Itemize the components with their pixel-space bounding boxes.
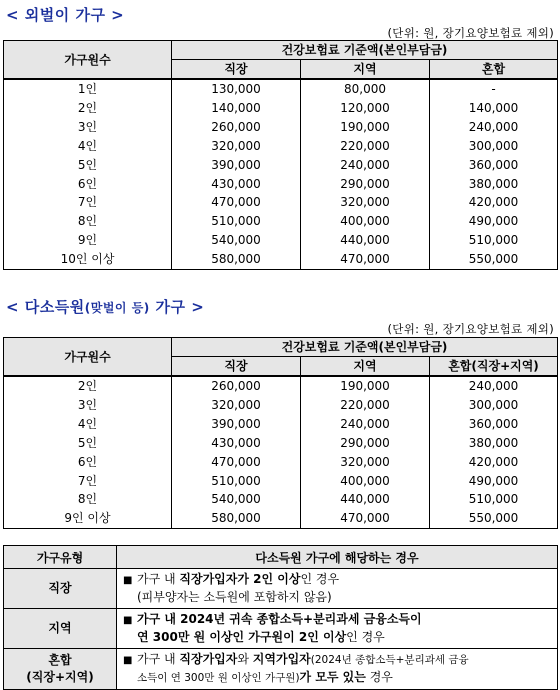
cell-mixed: 420,000 <box>430 193 558 212</box>
cell-household: 5인 <box>4 434 172 453</box>
header-mixed: 혼합 <box>430 60 558 80</box>
cell-mixed: 380,000 <box>430 434 558 453</box>
cell-mixed: 360,000 <box>430 156 558 175</box>
text-segment-bold: 연 300만 원 이상인 가구원이 2인 이상 <box>137 630 347 644</box>
bullet-icon: ■ <box>123 575 133 586</box>
text-segment: 인 경우 <box>300 572 340 586</box>
criteria-desc-regional <box>117 609 558 649</box>
cell-mixed: 360,000 <box>430 415 558 434</box>
cell-mixed: 380,000 <box>430 175 558 194</box>
cell-mixed: 490,000 <box>430 472 558 491</box>
cell-workplace: 580,000 <box>172 509 301 528</box>
cell-mixed: 550,000 <box>430 509 558 528</box>
cell-workplace: 260,000 <box>172 376 301 396</box>
cell-regional: 400,000 <box>301 212 430 231</box>
table-row <box>4 231 558 250</box>
cell-household: 4인 <box>4 137 172 156</box>
cell-workplace: 470,000 <box>172 453 301 472</box>
cell-mixed: 240,000 <box>430 118 558 137</box>
text-segment: 가구 내 <box>137 572 180 586</box>
cell-regional: 240,000 <box>301 415 430 434</box>
single-income-table-body <box>4 79 558 270</box>
table-row <box>4 193 558 212</box>
cell-mixed: 300,000 <box>430 396 558 415</box>
cell-household: 3인 <box>4 396 172 415</box>
cell-mixed: 550,000 <box>430 250 558 269</box>
cell-regional: 220,000 <box>301 137 430 156</box>
cell-workplace: 510,000 <box>172 212 301 231</box>
text-segment: 와 <box>237 652 253 666</box>
single-income-table <box>3 40 558 270</box>
cell-regional: 290,000 <box>301 175 430 194</box>
cell-household: 6인 <box>4 453 172 472</box>
cell-workplace: 130,000 <box>172 79 301 99</box>
cell-mixed: 240,000 <box>430 376 558 396</box>
cell-mixed: - <box>430 79 558 99</box>
header-household: 가구원수 <box>4 338 172 377</box>
cell-household: 4인 <box>4 415 172 434</box>
cell-household: 8인 <box>4 212 172 231</box>
section2-unit-note: (단위: 원, 장기요양보험료 제외) <box>387 322 554 336</box>
text-segment: 경우 <box>365 670 393 684</box>
cell-regional: 470,000 <box>301 250 430 269</box>
cell-household: 2인 <box>4 99 172 118</box>
section2-title-small: (맞벌이 등) <box>84 301 150 315</box>
cell-mixed: 490,000 <box>430 212 558 231</box>
cell-regional: 190,000 <box>301 118 430 137</box>
cell-mixed: 420,000 <box>430 453 558 472</box>
table-row <box>4 509 558 528</box>
text-segment-bold: 가 모두 있는 <box>299 670 366 684</box>
criteria-header-type: 가구유형 <box>4 546 117 569</box>
text-segment-small: 소득이 연 300만 원 이상인 가구원) <box>137 672 300 684</box>
cell-workplace: 320,000 <box>172 137 301 156</box>
cell-workplace: 580,000 <box>172 250 301 269</box>
cell-regional: 80,000 <box>301 79 430 99</box>
table-row <box>4 175 558 194</box>
cell-mixed: 510,000 <box>430 231 558 250</box>
cell-workplace: 540,000 <box>172 231 301 250</box>
cell-workplace: 390,000 <box>172 415 301 434</box>
cell-workplace: 430,000 <box>172 175 301 194</box>
multi-income-table <box>3 337 558 529</box>
cell-regional: 440,000 <box>301 231 430 250</box>
table-row <box>4 79 558 99</box>
bullet-icon: ■ <box>123 655 133 666</box>
header-mixed: 혼합(직장+지역) <box>430 357 558 377</box>
table-row <box>4 212 558 231</box>
cell-regional: 190,000 <box>301 376 430 396</box>
section2-title-main: < 다소득원 <box>6 298 85 316</box>
cell-mixed: 140,000 <box>430 99 558 118</box>
table-row <box>4 137 558 156</box>
section1-unit-note: (단위: 원, 장기요양보험료 제외) <box>387 26 554 40</box>
section2-title <box>6 296 204 317</box>
section2-title-end: 가구 > <box>149 298 205 316</box>
table-row <box>4 250 558 269</box>
cell-regional: 240,000 <box>301 156 430 175</box>
header-regional: 지역 <box>301 60 430 80</box>
table-row <box>4 376 558 396</box>
cell-household: 9인 <box>4 231 172 250</box>
cell-regional: 470,000 <box>301 509 430 528</box>
table-row <box>4 453 558 472</box>
cell-regional: 220,000 <box>301 396 430 415</box>
cell-regional: 290,000 <box>301 434 430 453</box>
cell-workplace: 260,000 <box>172 118 301 137</box>
cell-household: 7인 <box>4 193 172 212</box>
cell-household: 8인 <box>4 490 172 509</box>
cell-household: 9인 이상 <box>4 509 172 528</box>
cell-household: 5인 <box>4 156 172 175</box>
criteria-table <box>3 545 558 690</box>
cell-regional: 320,000 <box>301 453 430 472</box>
table-row <box>4 415 558 434</box>
table-row <box>4 490 558 509</box>
table-row <box>4 396 558 415</box>
cell-household: 6인 <box>4 175 172 194</box>
header-workplace: 직장 <box>172 60 301 80</box>
criteria-type-mixed <box>4 649 117 690</box>
cell-workplace: 510,000 <box>172 472 301 491</box>
cell-workplace: 540,000 <box>172 490 301 509</box>
table-row <box>4 156 558 175</box>
cell-mixed: 510,000 <box>430 490 558 509</box>
text-segment-bold: 가구 내 2024년 귀속 종합소득+분리과세 금융소득이 <box>137 612 422 626</box>
table-row <box>4 99 558 118</box>
cell-workplace: 140,000 <box>172 99 301 118</box>
cell-workplace: 470,000 <box>172 193 301 212</box>
text-segment-small: (2024년 종합소득+분리과세 금융 <box>310 654 469 666</box>
text-segment-bold: 직장가입자가 2인 이상 <box>179 572 301 586</box>
text-segment: 혼합 <box>48 653 72 667</box>
multi-income-table-body <box>4 376 558 529</box>
cell-workplace: 320,000 <box>172 396 301 415</box>
criteria-header-desc: 다소득원 가구에 해당하는 경우 <box>117 546 558 569</box>
criteria-desc-workplace <box>117 569 558 609</box>
section1-title: < 외벌이 가구 > <box>6 6 125 24</box>
cell-household: 3인 <box>4 118 172 137</box>
cell-regional: 400,000 <box>301 472 430 491</box>
text-segment: (직장+지역) <box>26 670 94 684</box>
text-segment: 인 경우 <box>346 630 385 644</box>
cell-workplace: 390,000 <box>172 156 301 175</box>
header-workplace: 직장 <box>172 357 301 377</box>
text-segment: 가구 내 <box>137 652 180 666</box>
cell-household: 7인 <box>4 472 172 491</box>
table-row <box>4 434 558 453</box>
cell-regional: 440,000 <box>301 490 430 509</box>
cell-mixed: 300,000 <box>430 137 558 156</box>
text-segment: (피부양자는 소득원에 포함하지 않음) <box>137 590 332 604</box>
criteria-type-workplace: 직장 <box>4 569 117 609</box>
header-regional: 지역 <box>301 357 430 377</box>
header-group: 건강보험료 기준액(본인부담금) <box>172 41 558 60</box>
table-row <box>4 472 558 491</box>
cell-workplace: 430,000 <box>172 434 301 453</box>
table-row <box>4 118 558 137</box>
cell-household: 10인 이상 <box>4 250 172 269</box>
header-household: 가구원수 <box>4 41 172 80</box>
text-segment-bold: 지역가입자 <box>252 652 311 666</box>
criteria-desc-mixed <box>117 649 558 690</box>
bullet-icon: ■ <box>123 615 133 626</box>
header-group: 건강보험료 기준액(본인부담금) <box>172 338 558 357</box>
cell-regional: 320,000 <box>301 193 430 212</box>
cell-household: 2인 <box>4 376 172 396</box>
criteria-type-regional: 지역 <box>4 609 117 649</box>
cell-household: 1인 <box>4 79 172 99</box>
text-segment-bold: 직장가입자 <box>179 652 238 666</box>
cell-regional: 120,000 <box>301 99 430 118</box>
